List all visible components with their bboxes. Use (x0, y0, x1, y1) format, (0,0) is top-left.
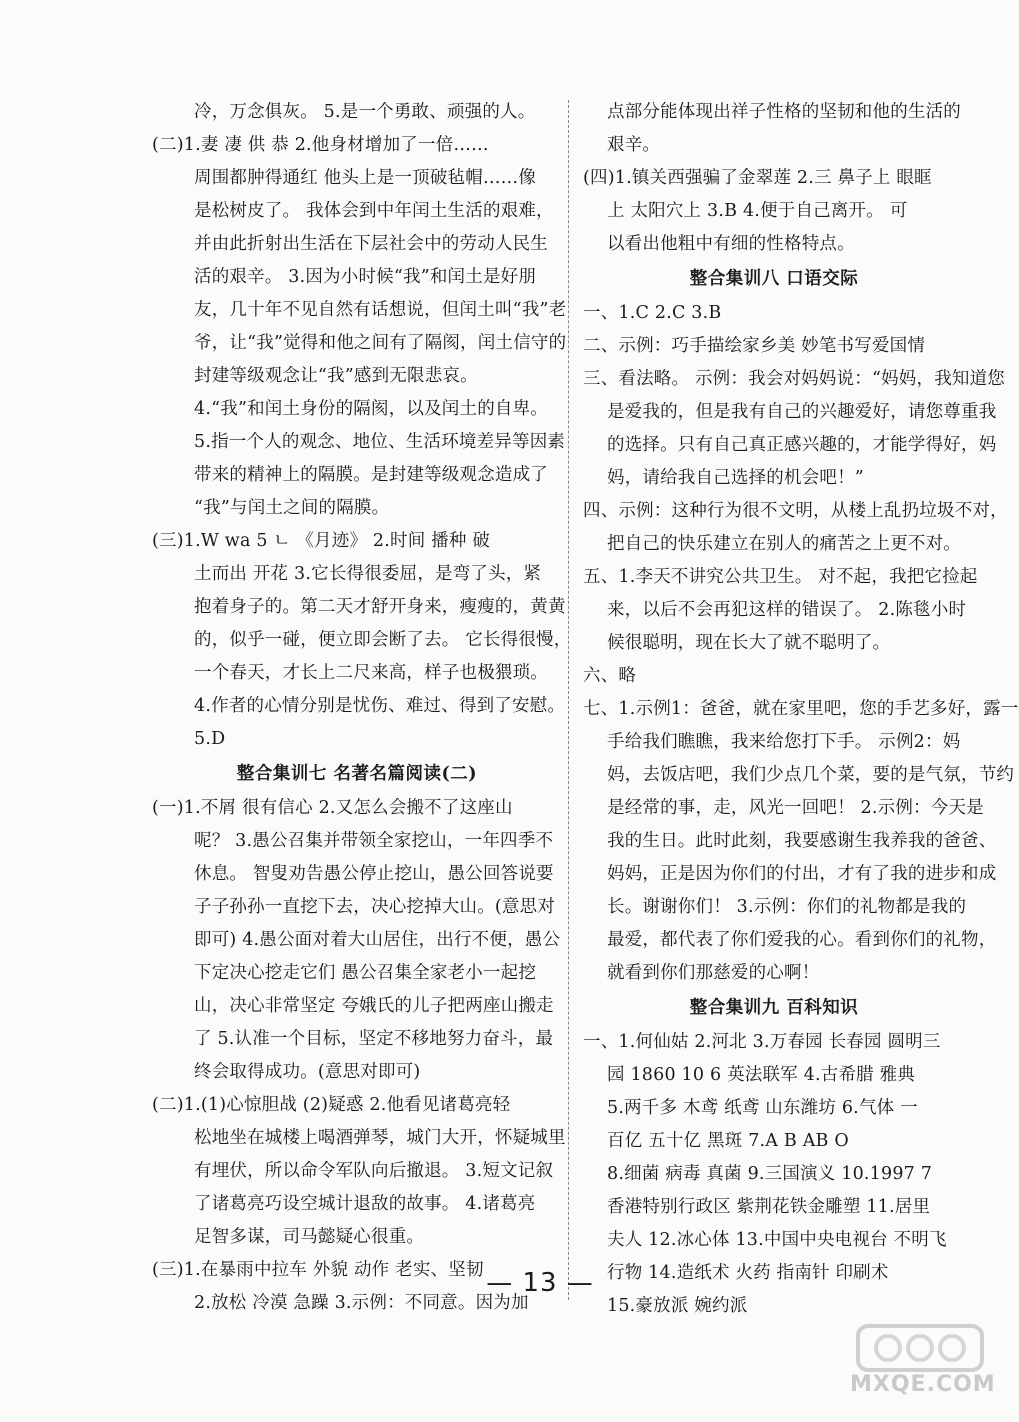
text-line: 百亿 五十亿 黑斑 7.A B AB O (607, 1131, 849, 1151)
text-line: 七、1.示例1：爸爸，就在家里吧，您的手艺多好，露一 (583, 699, 1019, 719)
text-line: 二、示例：巧手描绘家乡美 妙笔书写爱国情 (583, 336, 926, 356)
right-block-1 (583, 96, 965, 261)
text-line: 以看出他粗中有细的性格特点。 (607, 234, 855, 254)
text-line: 是经常的事，走，风光一回吧！ 2.示例：今天是 (607, 798, 984, 818)
text-line: 爷，让“我”觉得和他之间有了隔阂，闰土信守的 (194, 333, 567, 353)
text-line: 一、1.何仙姑 2.河北 3.万春园 长春园 圆明三 (583, 1032, 941, 1052)
page-number: — 13 — (486, 1268, 594, 1298)
section-heading-9: 整合集训九 百科知识 (689, 998, 859, 1018)
text-line: 点部分能体现出祥子性格的坚韧和他的生活的 (607, 102, 961, 122)
text-line: 抱着身子的。第二天才舒开身来，瘦瘦的，黄黄 (194, 597, 566, 617)
text-line: 松地坐在城楼上喝酒弹琴，城门大开，怀疑城里 (194, 1128, 566, 1148)
text-line: 子子孙孙一直挖下去，决心挖掉大山。(意思对 (194, 897, 556, 917)
column-divider (568, 100, 569, 1300)
text-line: 最爱，都代表了你们爱我的心。看到你们的礼物， (607, 930, 997, 950)
text-line: 5.两千多 木鸢 纸鸢 山东潍坊 6.气体 一 (607, 1098, 918, 1118)
text-line: 了诸葛亮巧设空城计退敌的故事。 4.诸葛亮 (194, 1194, 536, 1214)
text-line: (四)1.镇关西强骗了金翠莲 2.三 鼻子上 眼眶 (583, 168, 932, 188)
section-heading-7: 整合集训七 名著名篇阅读(二) (236, 764, 478, 784)
text-line: 4.作者的心情分别是忧伤、难过、得到了安慰。 (194, 696, 566, 716)
right-block-2 (583, 297, 1019, 990)
watermark-logo (850, 1320, 996, 1410)
text-line: (一)1.不屑 很有信心 2.又怎么会搬不了这座山 (152, 798, 513, 818)
text-line: 终会取得成功。(意思对即可) (194, 1062, 421, 1082)
text-line: 六、略 (583, 666, 637, 686)
text-line: 把自己的快乐建立在别人的痛苦之上更不对。 (607, 534, 961, 554)
right-column (583, 96, 1019, 1323)
text-line: 来，以后不会再犯这样的错误了。 2.陈毯小时 (607, 600, 967, 620)
text-line: 呢？ 3.愚公召集并带领全家挖山，一年四季不 (194, 831, 554, 851)
text-line: 并由此折射出生活在下层社会中的劳动人民生 (194, 234, 548, 254)
text-line: 三、看法略。 示例：我会对妈妈说：“妈妈，我知道您 (583, 369, 1006, 389)
text-line: 就看到你们那慈爱的心啊！ (607, 963, 820, 983)
text-line: 有埋伏，所以命令军队向后撤退。 3.短文记叙 (194, 1161, 554, 1181)
left-column (152, 96, 572, 1320)
text-line: “我”与闰土之间的隔膜。 (194, 498, 390, 518)
right-block-3 (583, 1026, 965, 1323)
text-line: 土而出 开花 3.它长得很委屈，是弯了头，紧 (194, 564, 542, 584)
text-line: 5.指一个人的观念、地位、生活环境差异等因素 (194, 432, 566, 452)
text-line: 香港特别行政区 紫荆花铁金雕塑 11.居里 (607, 1197, 931, 1217)
text-line: 4.“我”和闰土身份的隔阂，以及闰土的自卑。 (194, 399, 548, 419)
text-line: 冷，万念俱灰。 5.是一个勇敢、顽强的人。 (194, 102, 536, 122)
text-line: 行物 14.造纸术 火药 指南针 印刷术 (607, 1263, 889, 1283)
text-line: 足智多谋，司马懿疑心很重。 (194, 1227, 425, 1247)
watermark-badge-icon (850, 1320, 990, 1380)
text-line: 艰辛。 (607, 135, 661, 155)
text-line: (三)1.在暴雨中拉车 外貌 动作 老实、坚韧 (152, 1260, 484, 1280)
text-line: 妈，去饭店吧，我们少点几个菜，要的是气氛，节约 (607, 765, 1015, 785)
text-line: 五、1.李天不讲究公共卫生。 对不起，我把它捡起 (583, 567, 978, 587)
text-line: 周围都肿得通红 他头上是一顶破毡帽……像 (194, 168, 537, 188)
section-heading-8: 整合集训八 口语交际 (689, 269, 859, 289)
text-line: 长。谢谢你们！ 3.示例：你们的礼物都是我的 (607, 897, 967, 917)
text-line: 夫人 12.冰心体 13.中国中央电视台 不明飞 (607, 1230, 947, 1250)
text-line: 8.细菌 病毒 真菌 9.三国演义 10.1997 7 (607, 1164, 933, 1184)
text-line: 妈，请给我自己选择的机会吧！” (607, 468, 864, 488)
text-line: 上 太阳穴上 3.B 4.便于自己离开。 可 (607, 201, 908, 221)
text-line: 一个春天，才长上二尺来高，样子也极猥琐。 (194, 663, 548, 683)
text-line: (三)1.W wa 5 ㄴ 《月迹》 2.时间 播种 破 (152, 531, 491, 551)
text-line: 友，几十年不见自然有话想说，但闰土叫“我”老 (194, 300, 567, 320)
text-line: (二)1.妻 凄 供 恭 2.他身材增加了一倍…… (152, 135, 489, 155)
text-line: 的选择。只有自己真正感兴趣的，才能学得好，妈 (607, 435, 997, 455)
left-block-1 (152, 96, 572, 756)
text-line: 是爱我的，但是我有自己的兴趣爱好，请您尊重我 (607, 402, 997, 422)
text-line: 封建等级观念让“我”感到无限悲哀。 (194, 366, 478, 386)
text-line: 四、示例：这种行为很不文明，从楼上乱扔垃圾不对， (583, 501, 1008, 521)
text-line: 我的生日。此时此刻，我要感谢生我养我的爸爸、 (607, 831, 997, 851)
text-line: 山，决心非常坚定 夸娥氏的儿子把两座山搬走 (194, 996, 554, 1016)
text-line: 即可) 4.愚公面对着大山居住，出行不便，愚公 (194, 930, 561, 950)
text-line: 带来的精神上的隔膜。是封建等级观念造成了 (194, 465, 548, 485)
text-line: 妈妈，正是因为你们的付出，才有了我的进步和成 (607, 864, 997, 884)
text-line: 下定决心挖走它们 愚公召集全家老小一起挖 (194, 963, 537, 983)
text-line: 活的艰辛。 3.因为小时候“我”和闰土是好朋 (194, 267, 537, 287)
watermark-text: MXQE.COM (850, 1372, 996, 1397)
text-line: 一、1.C 2.C 3.B (583, 303, 722, 323)
text-line: 园 1860 10 6 英法联军 4.古希腊 雅典 (607, 1065, 916, 1085)
text-line: 5.D (194, 729, 226, 749)
text-line: 手给我们瞧瞧，我来给您打下手。 示例2：妈 (607, 732, 961, 752)
text-line: 了 5.认准一个目标，坚定不移地努力奋斗，最 (194, 1029, 554, 1049)
text-line: 是松树皮了。 我体会到中年闰土生活的艰难， (194, 201, 554, 221)
text-line: 2.放松 冷漠 急躁 3.示例：不同意。因为加 (194, 1293, 529, 1313)
text-line: 休息。 智叟劝告愚公停止挖山，愚公回答说要 (194, 864, 554, 884)
text-line: 的，似乎一碰，便立即会断了去。 它长得很慢， (194, 630, 572, 650)
left-block-2 (152, 792, 566, 1320)
text-line: 15.豪放派 婉约派 (607, 1296, 748, 1316)
text-line: (二)1.(1)心惊胆战 (2)疑惑 2.他看见诸葛亮轻 (152, 1095, 511, 1115)
text-line: 候很聪明，现在长大了就不聪明了。 (607, 633, 891, 653)
